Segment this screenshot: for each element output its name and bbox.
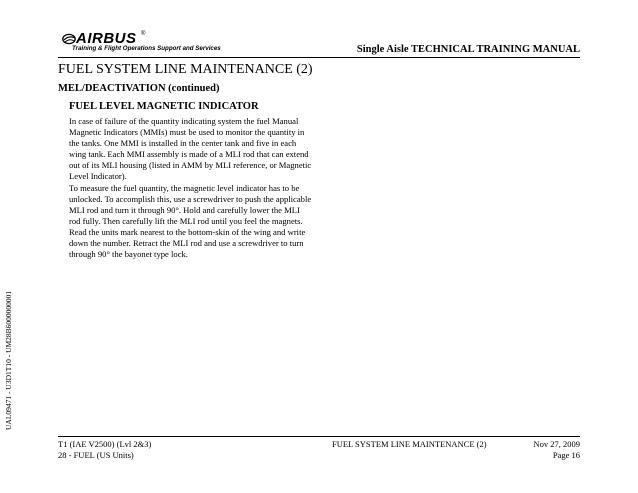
body-line: wing tank. Each MMI assembly is made of a MLI rod that can extend (69, 149, 309, 160)
logo-registered-mark: ® (141, 31, 146, 37)
body-line: To measure the fuel quantity, the magnetic level indicator has to be (69, 182, 300, 193)
manual-title: Single Aisle TECHNICAL TRAINING MANUAL (356, 44, 580, 55)
body-line: Level Indicator). (69, 171, 127, 182)
body-line: In case of failure of the quantity indicating system the fuel Manual (69, 116, 299, 126)
footer-chapter: 28 - FUEL (US Units) (58, 450, 134, 460)
body-line: the tanks. One MMI is installed in the center tank and five in each (69, 138, 297, 149)
logo-tagline: Training & Flight Operations Support and Services (72, 45, 221, 52)
page-title: FUEL SYSTEM LINE MAINTENANCE (2) (58, 62, 313, 77)
document-reference-code: UAL09471 - U3D1T10 - UM28B6000000001 (4, 290, 13, 430)
body-line: Magnetic Indicators (MMIs) must be used to monitor the quantity in (69, 127, 305, 138)
section-heading: FUEL LEVEL MAGNETIC INDICATOR (69, 101, 259, 112)
logo-wordmark: AIRBUS (76, 30, 137, 47)
body-line: unlocked. To accomplish this, use a screwdriver to push the applicable (69, 193, 312, 204)
body-line: through 90° the bayonet type lock. (69, 249, 188, 260)
footer-section-title: FUEL SYSTEM LINE MAINTENANCE (2) (332, 439, 487, 449)
body-paragraph (69, 116, 319, 260)
footer-course: T1 (IAE V2500) (Lvl 2&3) (58, 439, 152, 449)
footer-page-number: Page 16 (552, 450, 580, 460)
airbus-logo (62, 31, 242, 55)
body-line: down the number. Retract the MLI rod and use a screwdriver to turn (69, 238, 304, 249)
body-line: out of its MLI housing (listed in AMM by MLI reference, or Magnetic (69, 160, 312, 171)
body-line: Read the units mark nearest to the bottom-skin of the wing and write (69, 226, 306, 237)
header-divider (58, 57, 580, 58)
body-line: rod fully. Then carefully lift the MLI rod until you feel the magnets. (69, 215, 303, 226)
section-subtitle: MEL/DEACTIVATION (continued) (58, 83, 220, 94)
footer-divider (58, 436, 580, 437)
footer-date: Nov 27, 2009 (533, 439, 580, 449)
body-line: MLI rod and turn it through 90°. Hold and carefully lower the MLI (69, 204, 300, 215)
